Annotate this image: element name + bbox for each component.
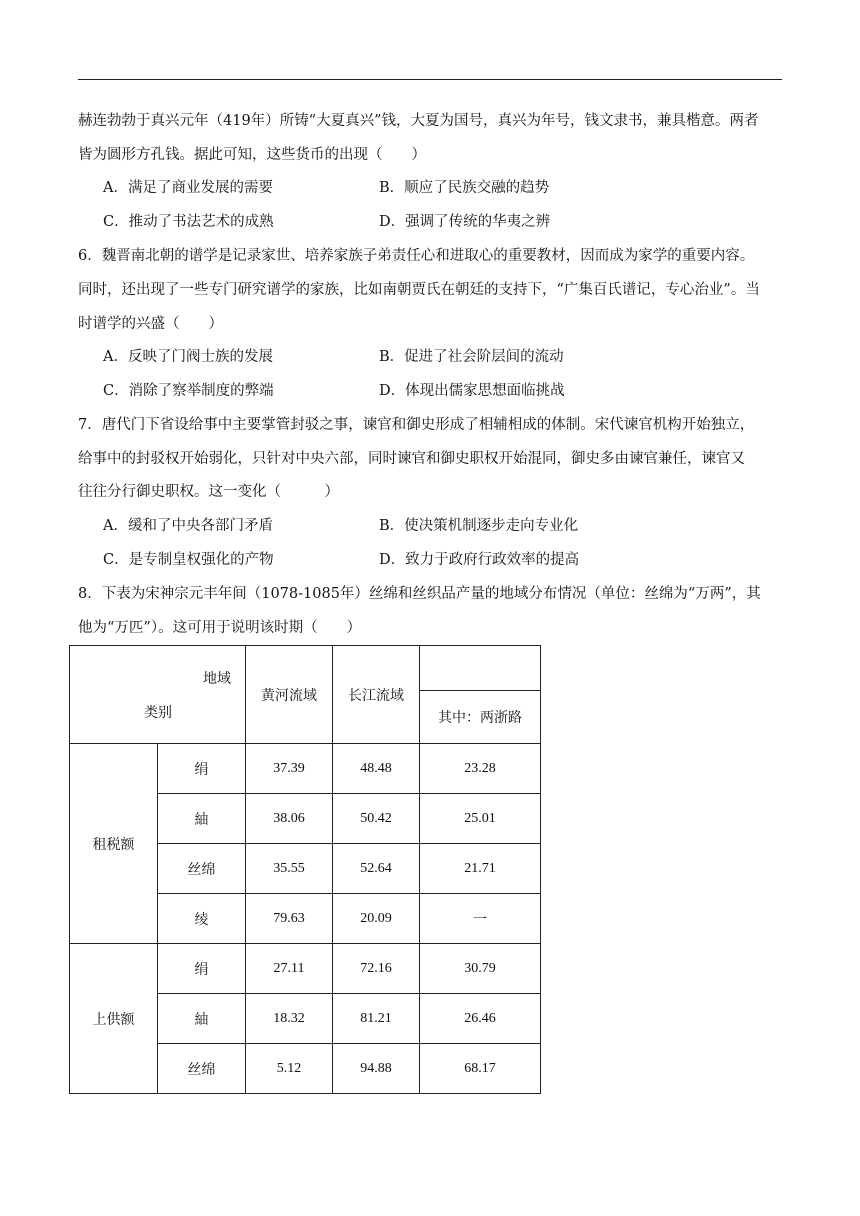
q7-option-a: A．缓和了中央各部门矛盾 <box>103 518 273 534</box>
q7-stem-line-1: 7．唐代门下省设给事中主要掌管封驳之事，谏官和御史形成了相辅相成的体制。宋代谏官机构开始独立， <box>78 417 755 433</box>
q5-option-b: B．顺应了民族交融的趋势 <box>379 180 550 196</box>
cell-yangtze-river: 94.88 <box>333 1044 420 1094</box>
col-header-blank <box>420 646 541 691</box>
row-item-label: 绫 <box>158 894 246 944</box>
cell-liangzhe: 23.28 <box>420 744 541 794</box>
col-header-liangzhe: 其中：两浙路 <box>420 691 541 744</box>
cell-yellow-river: 37.39 <box>246 744 333 794</box>
q6-option-b: B．促进了社会阶层间的流动 <box>379 349 564 365</box>
cell-liangzhe: 26.46 <box>420 994 541 1044</box>
cell-liangzhe: 68.17 <box>420 1044 541 1094</box>
cell-yellow-river: 27.11 <box>246 944 333 994</box>
row-item-label: 丝绵 <box>158 1044 246 1094</box>
q5-stem-line-1: 赫连勃勃于真兴元年（419年）所铸“大夏真兴”钱，大夏为国号，真兴为年号，钱文隶书，兼具楷意。两者 <box>78 113 759 129</box>
cell-yangtze-river: 20.09 <box>333 894 420 944</box>
q6-option-d: D．体现出儒家思想面临挑战 <box>379 383 565 399</box>
q5-option-d: D．强调了传统的华夷之辨 <box>379 214 551 230</box>
q5-option-c: C．推动了书法艺术的成熟 <box>103 214 274 230</box>
header-region-label: 地域 <box>203 671 231 687</box>
q5-stem-line-2: 皆为圆形方孔钱。据此可知，这些货币的出现（ ） <box>78 147 426 163</box>
q7-option-d: D．致力于政府行政效率的提高 <box>379 552 580 568</box>
q7-option-b: B．使决策机制逐步走向专业化 <box>379 518 579 534</box>
q7-option-c: C．是专制皇权强化的产物 <box>103 552 274 568</box>
cell-yellow-river: 5.12 <box>246 1044 333 1094</box>
cell-yellow-river: 18.32 <box>246 994 333 1044</box>
col-header-yellow-river: 黄河流域 <box>246 646 333 744</box>
col-header-yangtze-river: 长江流域 <box>333 646 420 744</box>
q6-stem-line-1: 6．魏晋南北朝的谱学是记录家世、培养家族子弟责任心和进取心的重要教材，因而成为家学的重要内容。 <box>78 248 755 264</box>
row-item-label: 紬 <box>158 794 246 844</box>
cell-yangtze-river: 52.64 <box>333 844 420 894</box>
q7-stem-line-2: 给事中的封驳权开始弱化，只针对中央六部，同时谏官和御史职权开始混同，御史多由谏官兼任，谏官又 <box>78 451 745 467</box>
cell-liangzhe: 一 <box>420 894 541 944</box>
q6-option-a: A．反映了门阀士族的发展 <box>103 349 273 365</box>
cell-yangtze-river: 72.16 <box>333 944 420 994</box>
cell-yellow-river: 38.06 <box>246 794 333 844</box>
row-item-label: 丝绵 <box>158 844 246 894</box>
header-diagonal-cell <box>70 646 246 744</box>
q5-option-a: A．满足了商业发展的需要 <box>103 180 273 196</box>
row-item-label: 绢 <box>158 744 246 794</box>
cell-yellow-river: 35.55 <box>246 844 333 894</box>
q6-option-c: C．消除了察举制度的弊端 <box>103 383 274 399</box>
header-rule <box>78 79 782 80</box>
cell-yangtze-river: 50.42 <box>333 794 420 844</box>
cell-yangtze-river: 81.21 <box>333 994 420 1044</box>
table-row <box>70 944 541 994</box>
cell-liangzhe: 25.01 <box>420 794 541 844</box>
cell-yangtze-river: 48.48 <box>333 744 420 794</box>
table-row <box>70 744 541 794</box>
cell-yellow-river: 79.63 <box>246 894 333 944</box>
row-group-label: 租税额 <box>70 744 158 944</box>
q8-stem-line-2: 他为“万匹”）。这可用于说明该时期（ ） <box>78 620 362 636</box>
silk-production-table <box>69 645 541 1094</box>
q8-stem-line-1: 8．下表为宋神宗元丰年间（1078-1085年）丝绵和丝织品产量的地域分布情况（单位：丝绵为“万两”，其 <box>78 586 761 602</box>
row-item-label: 绢 <box>158 944 246 994</box>
cell-liangzhe: 21.71 <box>420 844 541 894</box>
q6-stem-line-3: 时谱学的兴盛（ ） <box>78 316 223 332</box>
q6-stem-line-2: 同时，还出现了一些专门研究谱学的家族，比如南朝贾氏在朝廷的支持下，“广集百氏谱记，专心治业”。当 <box>78 282 760 298</box>
header-type-label: 类别 <box>144 705 172 721</box>
row-group-label: 上供额 <box>70 944 158 1094</box>
q7-stem-line-3: 往往分行御史职权。这一变化（ ） <box>78 484 339 500</box>
cell-liangzhe: 30.79 <box>420 944 541 994</box>
row-item-label: 紬 <box>158 994 246 1044</box>
